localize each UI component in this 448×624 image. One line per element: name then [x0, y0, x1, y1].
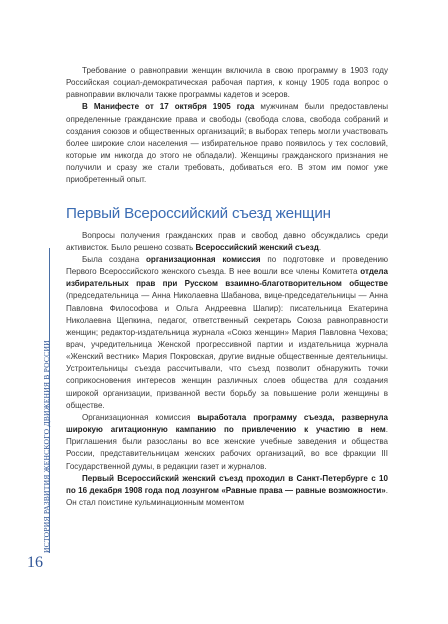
- program-emphasis: выработала программу съезда, развернула широкую агитационную кампанию по привлечению к участию в нем: [66, 412, 388, 435]
- section-paragraph-3-rest: . Приглашения были разосланы во все женские учебные заведения и общества России, представительницам женских рабочих организаций, во все фракции III Государственной думы, в редакции газет и журналов.: [66, 425, 388, 471]
- congress-emphasis: Всероссийский женский съезд: [195, 242, 319, 252]
- section-paragraph-4-rest: . Он стал поистине кульминационным моментом: [66, 485, 388, 507]
- department-emphasis: отдела избирательных прав при Русском взаимно-благотворительном обществе: [66, 267, 388, 289]
- section-heading: Первый Всероссийский съезд женщин: [66, 204, 331, 222]
- section-paragraph-3: [66, 412, 388, 473]
- section-paragraph-1-end: .: [318, 242, 322, 252]
- intro-paragraph-2: [66, 101, 388, 186]
- running-head-caption: ИСТОРИЯ РАЗВИТИЯ ЖЕНСКОГО ДВИЖЕНИЯ В РОССИИ: [42, 340, 51, 553]
- manifesto-emphasis: В Манифесте от 17 октября 1905 года: [82, 102, 255, 112]
- section-paragraph-2-rest: (председательница — Анна Николаевна Шабанова, вице-председательницы — Анна Павловна Философова и Ольга Андреевна Шапир): писательница Екатерина Николаевна Щепкина, педагог, ответственный секретарь Союза равноправности женщин; редактор-издательница журнала «Союз женщин» Мария Павловна Чехова; врач, учредительница Женской прогрессивной партии и издательница журнала «Женский вестник» Мария Покровская, другие видные общественные деятельницы. Устроительницы съезда рассчитывали, что съезд позволит обнаружить точки соприкосновения интересов женщин различных слоев общества для создания широкой организации, призванной вести борьбу за повышение роли женщины в обществе.: [66, 291, 388, 410]
- intro-paragraph-2-text: мужчинам были предоставлены определенные гражданские права и свободы (свобода слова, свобода собраний и создания союзов и общественных организаций; в выборах теперь могли участвовать более широкие слои населения — избирательное право появилось у тех сословий, которые им никогда до этого не обладали). Женщины гражданского признания не получили и сразу же стали требовать, добиваться его. В этом им помог уже приобретенный опыт.: [66, 102, 388, 185]
- commission-emphasis: организационная комиссия: [146, 254, 261, 264]
- intro-paragraph-1: Требование о равноправии женщин включила в свою программу в 1903 году Российская социал-демократическая рабочая партия, к концу 1905 года вопрос о равноправии включали также программы кадетов и эсеров.: [66, 66, 388, 100]
- section-paragraph-2-lead: Была создана: [82, 254, 146, 264]
- section-paragraph-1: [66, 230, 388, 254]
- section-paragraph-4: [66, 473, 388, 509]
- page-number: 16: [27, 554, 43, 571]
- section-paragraph-2: [66, 254, 388, 412]
- section-paragraph-1-text: Вопросы получения гражданских прав и свобод давно обсуждались среди активисток. Было решено созвать: [66, 230, 388, 252]
- first-congress-emphasis: Первый Всероссийский женский съезд проходил в Санкт-Петербурге с 10 по 16 декабря 1908 года под лозунгом «Равные права — равные возможности»: [66, 473, 388, 495]
- section-paragraph-3-lead: Организационная комиссия: [82, 412, 198, 422]
- page-body: [66, 65, 388, 509]
- section-paragraph-2-mid: по подготовке и проведению Первого Всероссийского женского съезда. В нее вошли все члены Комитета: [66, 254, 389, 277]
